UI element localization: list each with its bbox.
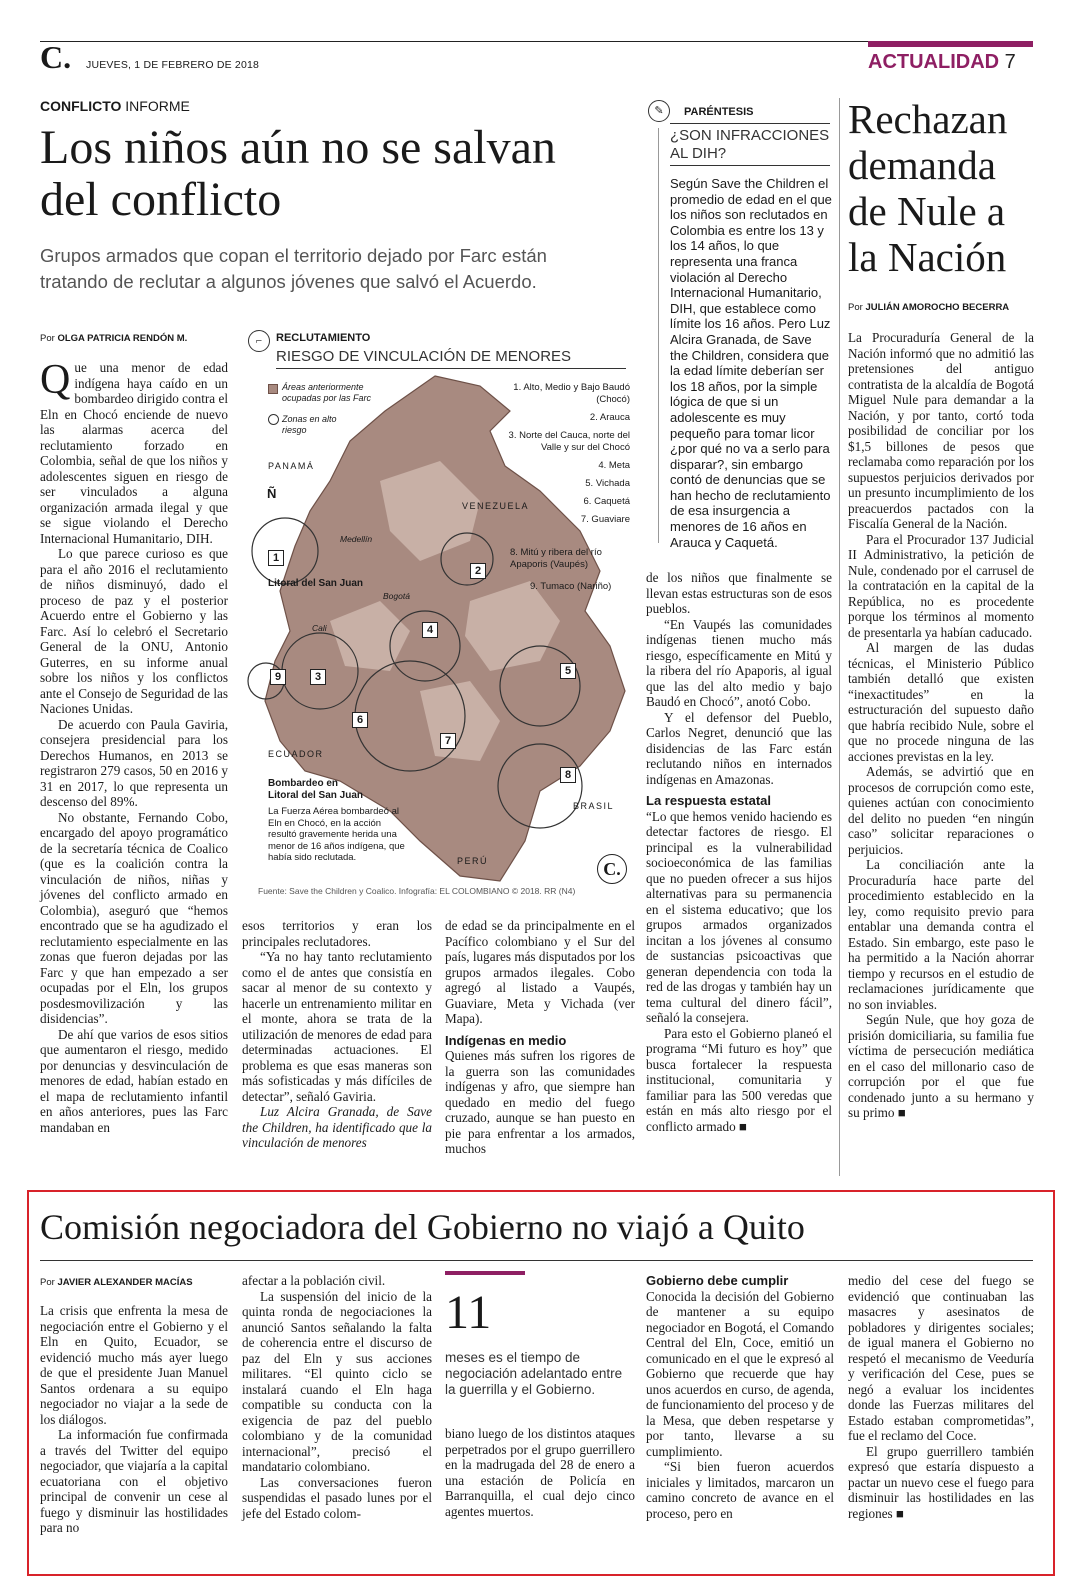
article-column-3: de edad se da principalmente en el Pacífico colombiano y el Sur del país, lugares más disputados por los grupos armados ilegales. Cobo agregó al listado a Vaupés, Guaviare, Meta y Vichada (ver Mapa). Indígenas en medio Quienes más sufren los rigores de la guerra son las comunidades indígenas y afro, que siempre han quedado en medio del fuego cruzado, aunque se han puesto en pie para enfrentar a los armados, muchos: [445, 918, 635, 1156]
article-deck: Grupos armados que copan el territorio dejado por Farc están tratando de reclutar a algunos jóvenes que salvó el Acuerdo.: [40, 245, 547, 292]
country-label: VENEZUELA: [462, 501, 530, 511]
stat-accent-bar: [445, 1271, 525, 1275]
bottom-column-2: afectar a la población civil. La suspensión del inicio de la quinta ronda de negociaciones la anunció Santos señalando la falta de coherencia entre el discurso de paz del Eln y sus acciones militares. “El quinto ciclo se instalará cuando el Eln haga compatible su conducta con la exigencia de paz del pueblo colombiano y de la comunidad internacional”, precisó el mandatario colombiano. Las conversaciones fueron suspendidas el pasado lunes por el jefe del Estado colom-: [242, 1273, 432, 1521]
risk-list: 1. Alto, Medio y Bajo Baudó (Chocó) 2. Arauca 3. Norte del Cauca, norte del Valle y sur del Chocó 4. Meta 5. Vichada 6. Caquetá 7. Guaviare: [508, 382, 630, 525]
map-marker: 8: [560, 767, 576, 783]
article-kicker: CONFLICTO INFORME: [40, 98, 190, 114]
drop-cap: Q: [40, 357, 71, 403]
city-label: Bogotá: [383, 591, 410, 601]
logo: C.: [40, 39, 72, 75]
side-headline: Rechazan demanda de Nule a la Nación: [848, 96, 1008, 280]
map-marker: 4: [422, 622, 438, 638]
subhead: Indígenas en medio: [445, 1032, 567, 1048]
bottom-column-5: medio del cese del fuego se evidenció que continuaban las masacres y asesinatos de pobladores y dirigentes sociales; de igual manera el Gobierno no respetó el mecanismo de Veeduría y verificación del Cese, pues se negó a evaluar los incidentes donde las Fuerzas militares del Estado estaban comprometidas”, fue el reclamo del Coce. El grupo guerrillero también expresó que estaría dispuesto a pactar un nuevo cese el fuego para disminuir las hostilidades en las regiones ■: [848, 1273, 1034, 1521]
map-marker: 2: [470, 563, 486, 579]
stat-text: meses es el tiempo de negociación adelantado entre la guerrilla y el Gobierno.: [445, 1350, 623, 1397]
risk-list-8: 8. Mitú y ribera del río Apaporis (Vaupés): [510, 547, 602, 570]
parentesis-label: PARÉNTESIS: [684, 106, 754, 118]
bombardeo-text: La Fuerza Aérea bombardeó al Eln en Chocó, en la acción resultó gravemente herida una menor de 16 años indígena, que había sido reclutada.: [268, 806, 405, 863]
bottom-headline: Comisión negociadora del Gobierno no viajó a Quito: [40, 1207, 805, 1247]
parentesis-question: ¿SON INFRACCIONES AL DIH?: [670, 127, 830, 162]
map-marker: 1: [268, 550, 284, 566]
map-marker: 7: [440, 733, 456, 749]
section-label: ACTUALIDAD 7: [868, 51, 1016, 73]
bottom-column-4: Gobierno debe cumplir Conocida la decisión del Gobierno de mantener a su equipo negociador en Bogotá, el Comando Central del Eln, Coce, emitió un comunicado en el que le expresó al Gobierno que recuerde que hay unos acuerdos en curso, de agenda, de funcionamiento del proceso y de la Mesa, que deben respetarse y por tanto, llevarse a su cumplimiento. “Si bien fueron acuerdos iniciales y limitados, marcaron un camino concreto de avance en el proceso, pero en: [646, 1273, 834, 1521]
article-column-4: de los niños que finalmente se llevan estas estructuras son de esos pueblos. “En Vaupés las comunidades indígenas tienen mucho más riesgo, específicamente en Mitú y la ribera del río Apaporis, al igual que las del alto medio y bajo Baudó en Chocó”, anotó Cobo. Y el defensor del Pueblo, Carlos Negret, denunció que las disidencias de las Farc están reclutando niños en internados indígenas en Amazonas. La respuesta estatal “Lo que hemos venido haciendo es detectar factores de riesgo. El principal es la vulnerabilidad socioeconómica de las familias que no pueden ofrecer a sus hijos alternativas para su permanencia en el sistema educativo; que los grupos armados organizados incitan a los jóvenes al consumo de sustancias psicoactivas que generan dependencia con toda la red de las drogas y también hay un tema cultural del dinero fácil”, señaló la consejera. Para esto el Gobierno planeó el programa “Mi futuro es hoy” que busca fortalecer la respuesta institucional, comunitaria y familiar para las 500 veredas que están en más alto riesgo por el conflicto armado ■: [646, 570, 832, 1134]
article-column-1: Que una menor de edad indígena haya caído en un bombardeo dirigido contra el Eln en Chocó enciende de nuevo las alarmas acerca del reclutamiento forzado en Colombia, señal de que los niños y adolescentes siguen en riesgo de ser vinculados a alguna organización armada ilegal y que se sigue violando el Derecho Internacional Humanitario, DIH. Lo que parece curioso es que para el año 2016 el reclutamiento de niños disminuyó, dado el proceso de paz y el posterior Acuerdo entre el Gobierno y las Farc. Así lo celebró el Secretario General de la ONU, Antonio Guterres, en su informe anual sobre los niños y los conflictos ante el Consejo de Seguridad de las Naciones Unidas. De acuerdo con Paula Gaviria, consejera presidencial para los Derechos Humanos, en 2013 se registraron 279 casos, 50 en 2016 y 31 en 2017, lo que representa un descenso del 89%. No obstante, Fernando Cobo, encargado del apoyo programático de la secretaría técnica de Coalico (que es la coalición contra la vinculación de niños, niñas y jóvenes del conflicto armado en Colombia), aseguró que “hemos encontrado que se ha agudizado el reclutamiento especialmente en las zonas que fueron dejadas por las Farc y que han empezado a ser ocupadas por el Eln, los grupos posdesmovilización y las disidencias”. De ahí que varios de esos sitios que aumentaron el riesgo, medido por denuncias y desvinculación de menores de edad, habían estado en el mapa de reclutamiento infantil en años anteriores, pues las Farc mandaban en: [40, 357, 228, 1135]
bottom-column-1: La crisis que enfrenta la mesa de negociación entre el Gobierno y el Eln en Quito, Ecuador, se evidenció mucho más ayer luego de que el presidente Juan Manuel Santos ordenara a su equipo negociador no viajar a la sede de los diálogos. La información fue confirmada a través del Twitter del equipo negociador, que viajaría a la capital ecuatoriana con el objetivo principal de convenir un cese al fuego y disminuir las hostilidades para no: [40, 1303, 228, 1535]
article-column-2: esos territorios y eran los principales reclutadores. “Ya no hay tanto reclutamiento como el de antes que consistía en sacar al menor de su contexto y hacerle un entrenamiento militar en el monte, ahora se trata de la utilización de menores de edad para determinadas actuaciones. El problema es que esas maneras son más sofisticadas y más difíciles de detectar”, señaló Gaviria. Luz Alcira Granada, de Save the Children, ha identificado que la vinculación de menores: [242, 918, 432, 1150]
article-headline: Los niños aún no se salvan del conflicto: [40, 121, 556, 226]
map-marker: 3: [310, 669, 326, 685]
subhead: Gobierno debe cumplir: [646, 1273, 789, 1288]
legend-area-swatch: [268, 384, 278, 394]
map-kicker: RECLUTAMIENTO: [276, 332, 371, 344]
legend-zone-swatch: [268, 414, 279, 425]
city-label: Cali: [312, 623, 327, 633]
country-label: ECUADOR: [268, 749, 324, 759]
section-accent-bar: [868, 41, 1033, 47]
country-label: BRASIL: [573, 801, 615, 811]
legend-zones: Zonas en alto riesgo: [282, 414, 337, 435]
parentesis-text: Según Save the Children el promedio de edad en el que los niños son reclutados en Colombia es entre los 13 y los 14 años, lo que representa una franca violación al Derecho Internacional Humanitario, DIH, que establece como límite los 16 años. Pero Luz Alcira Granada, de Save the Children, considera que la edad límite deberían ser los 18 años, por la simple lógica de que si un adolescente es muy pequeño para tomar licor ¿por qué no va a serlo para disparar?, sin embargo contó de denuncias que se han hecho de reclutamiento de esa insurgencia a menores de 16 años en Arauca y Caquetá.: [670, 176, 832, 550]
city-label: Medellín: [340, 534, 373, 544]
article-byline: Por OLGA PATRICIA RENDÓN M.: [40, 333, 188, 344]
bombardeo-title: Bombardeo en Litoral del San Juan: [268, 778, 364, 801]
bottom-column-3: biano luego de los distintos ataques perpetrados por el grupo guerrillero en la madrugada del 28 de enero a una estación de Policía en Barranquilla, el cual dejo cinco agentes muertos.: [445, 1426, 635, 1519]
stat-number: 11: [445, 1286, 492, 1339]
side-body: La Procuraduría General de la Nación informó que no admitió las pretensiones del antiguo contratista de la alcaldía de Bogotá Miguel Nule para demandar a la Nación, y por tanto, cortó toda posibilidad de conciliar por los $1,5 billones de pesos que reclamaba como reparación por los supuestos perjuicios derivados por un presunto incumplimiento de los preacuerdos pactados con la Fiscalía General de la Nación. Para el Procurador 137 Judicial II Administrativo, la petición de Nule, condenado por el carrusel de la contratación en la capital de la República, no es procedente porque los términos al momento de presentarla ya habían caducado. Al margen de las dudas técnicas, el Ministerio Público también detalló que existen “inexactitudes” en la estructuración del supuesto daño que habría recibido Nule, sobre el que no procede ninguna de las acciones previstas en la ley. Además, se advirtió que en procesos de corrupción como este, quienes actúan con conocimiento del delito no pueden “en ningún caso” solicitar reparaciones o perjuicios. La conciliación ante la Procuraduría hace parte del procedimiento establecido en la ley, como requisito previo para entablar una demanda contra el Estado. Sin embargo, este paso le ha permitido a la Nación ahorrar tiempo y recursos en el estudio de reclamaciones jurídicamente que no son inviables. Según Nule, que hoy goza de prisión domiciliaria, su familia fue víctima de persecución mediática en el caso del millonario caso de corrupción por el que fue condenado junto a su hermano y su primo ■: [848, 330, 1034, 1120]
page-date: JUEVES, 1 DE FEBRERO DE 2018: [86, 59, 260, 71]
risk-list-9: 9. Tumaco (Nariño): [530, 581, 612, 592]
side-byline: Por JULIÁN AMOROCHO BECERRA: [848, 302, 1010, 313]
rifle-icon: ⌐: [248, 330, 270, 352]
map-marker: 9: [270, 669, 286, 685]
north-arrow-icon: Ñ: [267, 486, 277, 501]
map-marker: 6: [352, 712, 368, 728]
bottom-byline: Por JAVIER ALEXANDER MACÍAS: [40, 1277, 193, 1288]
map-marker: 5: [560, 663, 576, 679]
map-logo: C.: [597, 854, 627, 884]
map-title: RIESGO DE VINCULACIÓN DE MENORES: [276, 348, 572, 365]
parentesis-icon: ✎: [648, 100, 670, 122]
subhead: La respuesta estatal: [646, 793, 772, 808]
litoral-label: Litoral del San Juan: [268, 578, 364, 589]
legend-areas: Áreas anteriormente ocupadas por las Farc: [282, 382, 372, 403]
country-label: PERÚ: [457, 856, 489, 866]
map-infographic: [240, 326, 635, 906]
map-source: Fuente: Save the Children y Coalico. Infografía: EL COLOMBIANO © 2018. RR (N4): [258, 886, 576, 896]
country-label: PANAMÁ: [268, 461, 315, 471]
